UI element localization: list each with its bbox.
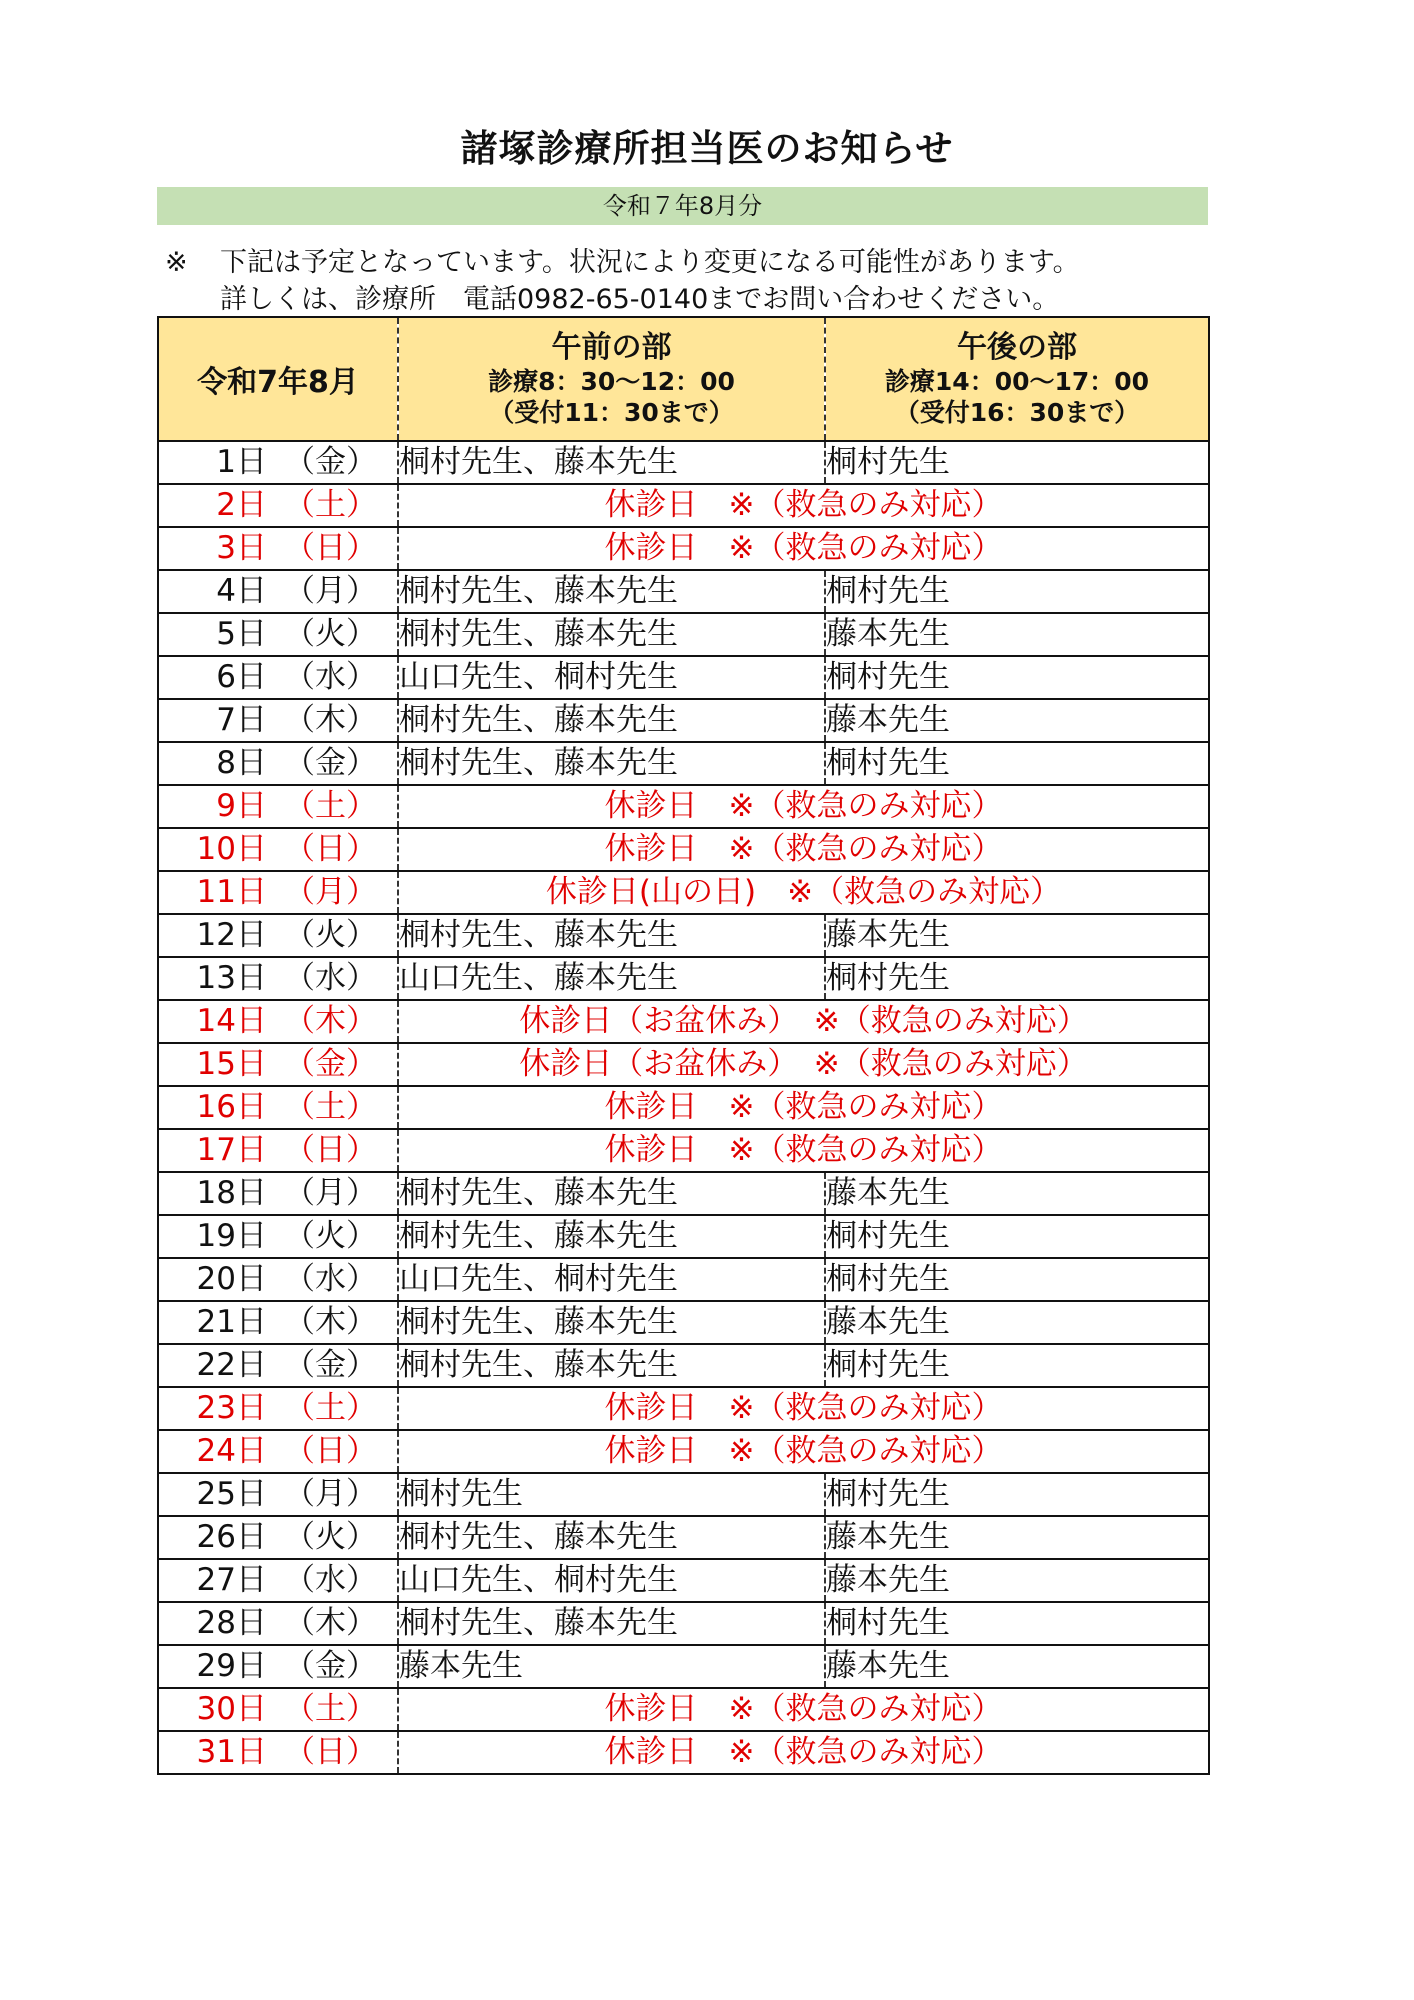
day-number: 28日 [196,1605,267,1641]
table-row [158,1688,1209,1731]
date-cell [158,1215,398,1258]
day-number: 5日 [216,616,267,652]
day-number: 13日 [196,960,267,996]
date-cell [158,1043,398,1086]
weekday: （火） [284,1519,377,1555]
pm-doctors: 藤本先生 [825,1172,1209,1215]
day-number: 15日 [196,1046,267,1082]
pm-doctors: 桐村先生 [825,1344,1209,1387]
header-am [398,317,825,441]
am-doctors: 桐村先生、藤本先生 [398,1602,825,1645]
table-row [158,1602,1209,1645]
schedule-table [157,316,1210,1775]
weekday: （木） [284,702,377,738]
header-pm-reception: （受付16：30まで） [894,398,1140,427]
table-row [158,1559,1209,1602]
weekday: （金） [284,1347,377,1383]
weekday: （月） [284,1476,377,1512]
pm-doctors: 桐村先生 [825,656,1209,699]
pm-doctors: 桐村先生 [825,1258,1209,1301]
pm-doctors: 藤本先生 [825,1645,1209,1688]
date-cell [158,1387,398,1430]
am-doctors: 山口先生、桐村先生 [398,1559,825,1602]
day-number: 18日 [196,1175,267,1211]
day-number: 11日 [196,874,267,910]
day-number: 16日 [196,1089,267,1125]
closed-notice: 休診日 ※（救急のみ対応） [398,1086,1209,1129]
date-cell [158,1688,398,1731]
pm-doctors: 藤本先生 [825,699,1209,742]
table-row [158,871,1209,914]
weekday: （金） [284,444,377,480]
date-cell [158,441,398,484]
weekday: （火） [284,1218,377,1254]
header-am-title: 午前の部 [551,330,672,365]
pm-doctors: 藤本先生 [825,914,1209,957]
weekday: （火） [284,616,377,652]
table-row [158,1172,1209,1215]
am-doctors: 桐村先生、藤本先生 [398,914,825,957]
date-cell [158,570,398,613]
weekday: （月） [284,573,377,609]
weekday: （日） [284,1734,377,1770]
day-number: 1日 [216,444,267,480]
weekday: （木） [284,1003,377,1039]
day-number: 20日 [196,1261,267,1297]
am-doctors: 桐村先生 [398,1473,825,1516]
closed-notice: 休診日 ※（救急のみ対応） [398,1731,1209,1774]
date-cell [158,1301,398,1344]
header-am-reception: （受付11：30まで） [489,398,734,427]
weekday: （水） [284,1562,377,1598]
weekday: （土） [284,487,377,523]
date-cell [158,527,398,570]
date-cell [158,613,398,656]
am-doctors: 山口先生、桐村先生 [398,1258,825,1301]
date-cell [158,1645,398,1688]
date-cell [158,1344,398,1387]
date-cell [158,1516,398,1559]
date-cell [158,1559,398,1602]
closed-notice: 休診日 ※（救急のみ対応） [398,785,1209,828]
table-row [158,1215,1209,1258]
weekday: （金） [284,1648,377,1684]
day-number: 27日 [196,1562,267,1598]
closed-notice: 休診日 ※（救急のみ対応） [398,1129,1209,1172]
weekday: （月） [284,874,377,910]
day-number: 19日 [196,1218,267,1254]
month-banner: 令和７年8月分 [157,187,1208,225]
day-number: 17日 [196,1132,267,1168]
table-row [158,914,1209,957]
notice-line-1: 下記は予定となっています。状況により変更になる可能性があります。 [220,247,1080,278]
table-row [158,1129,1209,1172]
closed-notice: 休診日（お盆休み） ※（救急のみ対応） [398,1000,1209,1043]
weekday: （日） [284,1132,377,1168]
table-row [158,527,1209,570]
day-number: 7日 [216,702,267,738]
weekday: （水） [284,1261,377,1297]
pm-doctors: 藤本先生 [825,1516,1209,1559]
table-row [158,1086,1209,1129]
table-row [158,441,1209,484]
day-number: 30日 [196,1691,267,1727]
am-doctors: 桐村先生、藤本先生 [398,570,825,613]
day-number: 29日 [196,1648,267,1684]
date-cell [158,785,398,828]
day-number: 25日 [196,1476,267,1512]
weekday: （月） [284,1175,377,1211]
day-number: 2日 [216,487,267,523]
table-row [158,1000,1209,1043]
am-doctors: 山口先生、藤本先生 [398,957,825,1000]
date-cell [158,656,398,699]
day-number: 24日 [196,1433,267,1469]
date-cell [158,1258,398,1301]
table-row [158,1430,1209,1473]
date-cell [158,828,398,871]
table-row [158,656,1209,699]
day-number: 8日 [216,745,267,781]
page-title: 諸塚診療所担当医のお知らせ [460,127,954,170]
am-doctors: 桐村先生、藤本先生 [398,1516,825,1559]
header-date: 令和7年8月 [158,317,398,441]
date-cell [158,914,398,957]
pm-doctors: 藤本先生 [825,1559,1209,1602]
weekday: （水） [284,960,377,996]
table-row [158,1645,1209,1688]
closed-notice: 休診日 ※（救急のみ対応） [398,1387,1209,1430]
am-doctors: 桐村先生、藤本先生 [398,1344,825,1387]
day-number: 22日 [196,1347,267,1383]
closed-notice: 休診日 ※（救急のみ対応） [398,527,1209,570]
table-row [158,1731,1209,1774]
weekday: （火） [284,917,377,953]
notice-line-2: 詳しくは、診療所 電話0982-65-0140までお問い合わせください。 [220,284,1060,315]
closed-notice: 休診日（お盆休み） ※（救急のみ対応） [398,1043,1209,1086]
table-row [158,785,1209,828]
header-pm-title: 午後の部 [957,330,1077,365]
weekday: （木） [284,1304,377,1340]
am-doctors: 桐村先生、藤本先生 [398,441,825,484]
pm-doctors: 藤本先生 [825,1301,1209,1344]
weekday: （日） [284,831,377,867]
day-number: 23日 [196,1390,267,1426]
table-row [158,484,1209,527]
table-row [158,1473,1209,1516]
table-row [158,1043,1209,1086]
day-number: 3日 [216,530,267,566]
pm-doctors: 藤本先生 [825,613,1209,656]
pm-doctors: 桐村先生 [825,742,1209,785]
table-row [158,1301,1209,1344]
am-doctors: 藤本先生 [398,1645,825,1688]
weekday: （水） [284,659,377,695]
pm-doctors: 桐村先生 [825,957,1209,1000]
weekday: （日） [284,1433,377,1469]
weekday: （日） [284,530,377,566]
weekday: （金） [284,1046,377,1082]
table-row [158,1516,1209,1559]
weekday: （土） [284,1089,377,1125]
table-header-row [158,317,1209,441]
weekday: （木） [284,1605,377,1641]
date-cell [158,871,398,914]
date-cell [158,1731,398,1774]
table-row [158,613,1209,656]
date-cell [158,1000,398,1043]
table-row [158,828,1209,871]
date-cell [158,1086,398,1129]
closed-notice: 休診日 ※（救急のみ対応） [398,828,1209,871]
table-row [158,570,1209,613]
am-doctors: 桐村先生、藤本先生 [398,1301,825,1344]
closed-notice: 休診日(山の日) ※（救急のみ対応） [398,871,1209,914]
day-number: 21日 [196,1304,267,1340]
day-number: 4日 [216,573,267,609]
notice [165,244,1080,318]
am-doctors: 桐村先生、藤本先生 [398,1215,825,1258]
header-pm-hours: 診療14：00～17：00 [884,367,1150,396]
date-cell [158,957,398,1000]
closed-notice: 休診日 ※（救急のみ対応） [398,1430,1209,1473]
pm-doctors: 桐村先生 [825,570,1209,613]
date-cell [158,1473,398,1516]
closed-notice: 休診日 ※（救急のみ対応） [398,484,1209,527]
weekday: （金） [284,745,377,781]
weekday: （土） [284,788,377,824]
table-row [158,1258,1209,1301]
table-row [158,699,1209,742]
pm-doctors: 桐村先生 [825,1602,1209,1645]
pm-doctors: 桐村先生 [825,1215,1209,1258]
date-cell [158,1172,398,1215]
date-cell [158,1430,398,1473]
table-row [158,742,1209,785]
day-number: 31日 [196,1734,267,1770]
am-doctors: 桐村先生、藤本先生 [398,1172,825,1215]
closed-notice: 休診日 ※（救急のみ対応） [398,1688,1209,1731]
notice-mark: ※ [165,247,188,278]
table-row [158,1344,1209,1387]
date-cell [158,484,398,527]
date-cell [158,1602,398,1645]
date-cell [158,742,398,785]
day-number: 6日 [216,659,267,695]
weekday: （土） [284,1390,377,1426]
table-row [158,957,1209,1000]
schedule-body [158,441,1209,1774]
am-doctors: 桐村先生、藤本先生 [398,742,825,785]
day-number: 10日 [196,831,267,867]
am-doctors: 山口先生、桐村先生 [398,656,825,699]
pm-doctors: 桐村先生 [825,441,1209,484]
date-cell [158,699,398,742]
am-doctors: 桐村先生、藤本先生 [398,613,825,656]
header-am-hours: 診療8：30～12：00 [488,367,735,396]
day-number: 14日 [196,1003,267,1039]
weekday: （土） [284,1691,377,1727]
day-number: 26日 [196,1519,267,1555]
day-number: 12日 [196,917,267,953]
day-number: 9日 [216,788,267,824]
header-pm [825,317,1209,441]
table-row [158,1387,1209,1430]
pm-doctors: 桐村先生 [825,1473,1209,1516]
date-cell [158,1129,398,1172]
am-doctors: 桐村先生、藤本先生 [398,699,825,742]
